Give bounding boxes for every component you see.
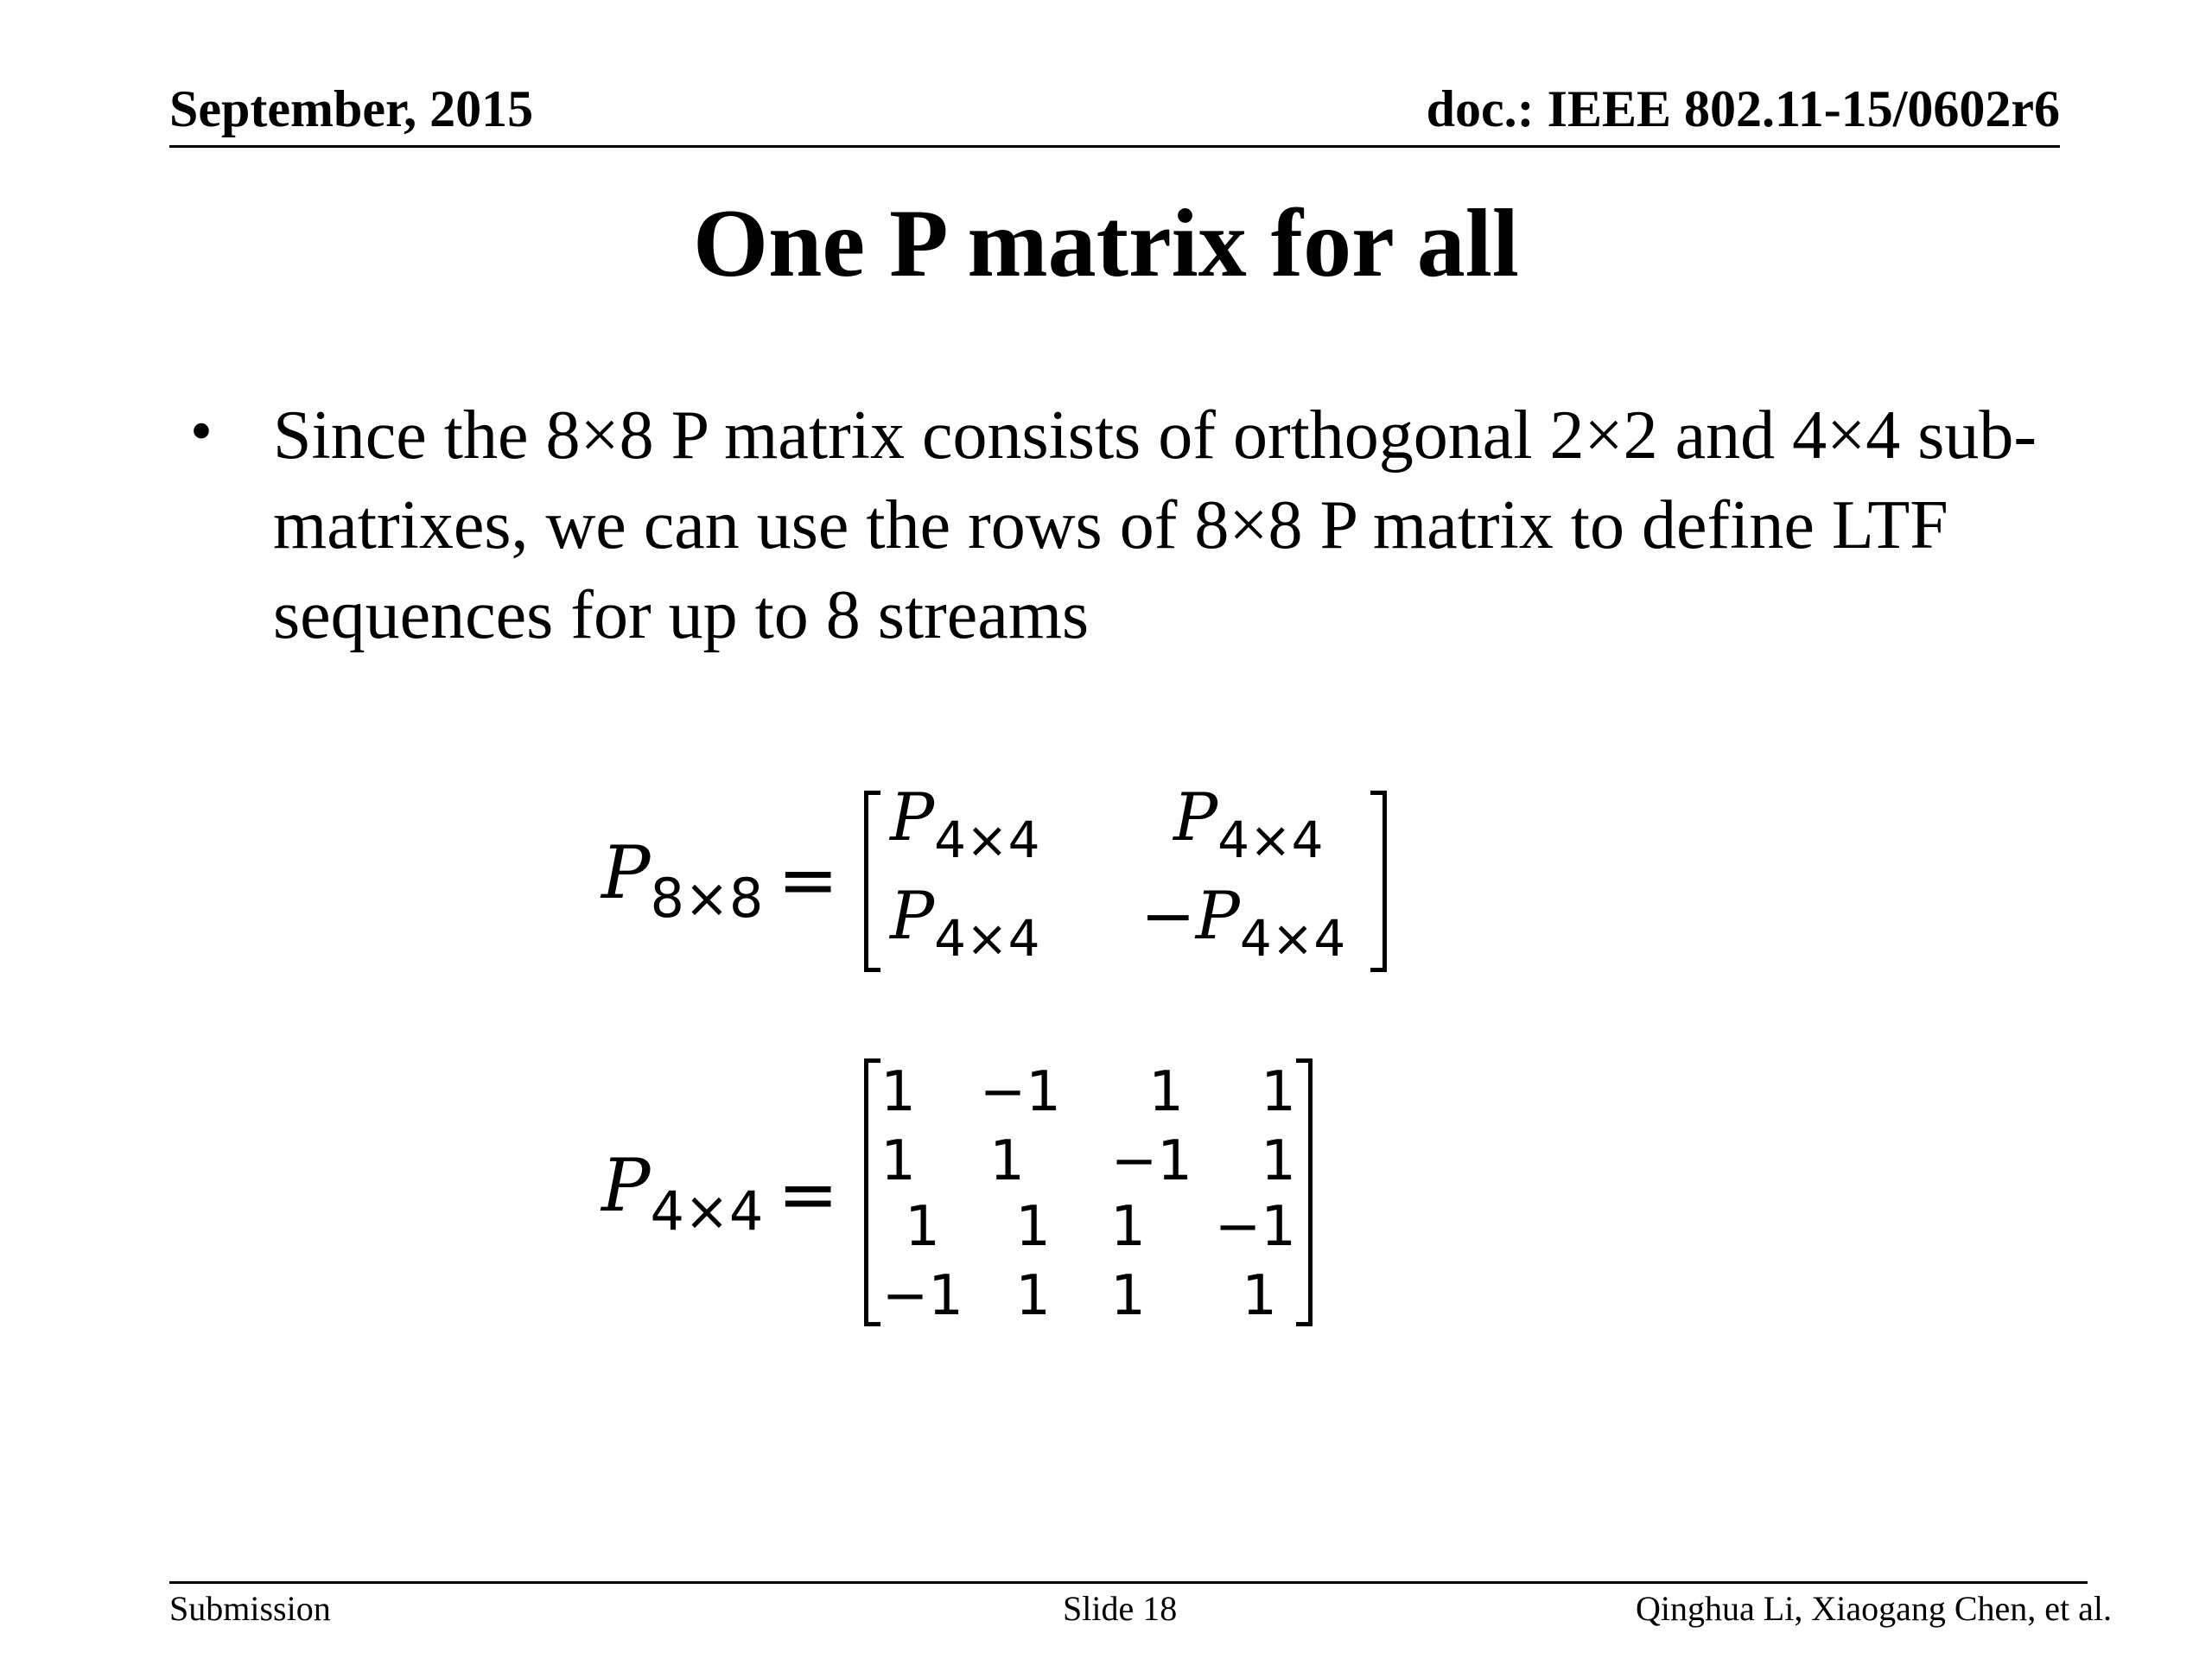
cell-sign: − xyxy=(1141,877,1196,954)
footer-submission: Submission xyxy=(169,1589,331,1628)
matrix-cell xyxy=(1173,779,1324,869)
cell-symbol: P xyxy=(890,877,935,954)
matrix-entry: 1 xyxy=(1110,1195,1146,1259)
matrix-entry: 1 xyxy=(1261,1060,1296,1124)
footer-authors: Qinghua Li, Xiaogang Chen, et al. xyxy=(1636,1589,2112,1628)
bullet-text: Since the 8×8 P matrix consists of orthogonal 2×2 and 4×4 sub-matrixes, we can use the rows of 8×8 P matrix to define LTF sequences for up to 8 streams xyxy=(273,397,2037,653)
matrix-entry: 1 xyxy=(1015,1195,1051,1259)
header-doc-id: doc.: IEEE 802.11-15/0602r6 xyxy=(1426,80,2060,137)
lhs-subscript: 8×8 xyxy=(650,867,764,930)
cell-symbol: P xyxy=(890,779,935,855)
header-date: September, 2015 xyxy=(169,80,534,137)
cell-subscript: 4×4 xyxy=(934,909,1040,968)
matrix-entry: 1 xyxy=(1242,1264,1277,1328)
equation-lhs xyxy=(601,830,764,930)
matrix-entry: −1 xyxy=(1110,1129,1192,1193)
equation-lhs xyxy=(601,1143,764,1243)
header-divider xyxy=(169,145,2060,148)
bullet-icon: • xyxy=(190,396,213,467)
matrix-cell xyxy=(1141,877,1346,968)
matrix-entry: −1 xyxy=(1214,1195,1296,1259)
matrix-entry: 1 xyxy=(1110,1264,1146,1328)
matrix-cell xyxy=(890,779,1040,869)
right-bracket xyxy=(1370,791,1387,972)
matrix-cell xyxy=(890,877,1040,968)
matrix-entry: 1 xyxy=(880,1060,916,1124)
matrix-entry: −1 xyxy=(979,1060,1061,1124)
footer-divider xyxy=(169,1581,2088,1584)
equals-sign: = xyxy=(778,837,839,922)
cell-symbol: P xyxy=(1195,877,1240,954)
equals-sign: = xyxy=(778,1152,839,1236)
matrix-entry: 1 xyxy=(989,1129,1025,1193)
matrix-entry: 1 xyxy=(905,1195,940,1259)
cell-subscript: 4×4 xyxy=(1239,909,1346,968)
matrix-entry: 1 xyxy=(1261,1129,1296,1193)
matrix-entry: 1 xyxy=(880,1129,916,1193)
cell-symbol: P xyxy=(1173,779,1218,855)
cell-subscript: 4×4 xyxy=(1217,810,1324,869)
slide-title: One P matrix for all xyxy=(693,190,1519,297)
footer-slide-number: Slide 18 xyxy=(1063,1589,1178,1628)
lhs-symbol: P xyxy=(601,1143,651,1228)
cell-subscript: 4×4 xyxy=(934,810,1040,869)
lhs-subscript: 4×4 xyxy=(650,1179,764,1243)
lhs-symbol: P xyxy=(601,830,651,915)
right-bracket xyxy=(1296,1058,1313,1326)
left-bracket xyxy=(864,791,880,972)
matrix-entry: −1 xyxy=(881,1264,963,1328)
matrix-entry: 1 xyxy=(1148,1060,1184,1124)
matrix-entry: 1 xyxy=(1015,1264,1051,1328)
